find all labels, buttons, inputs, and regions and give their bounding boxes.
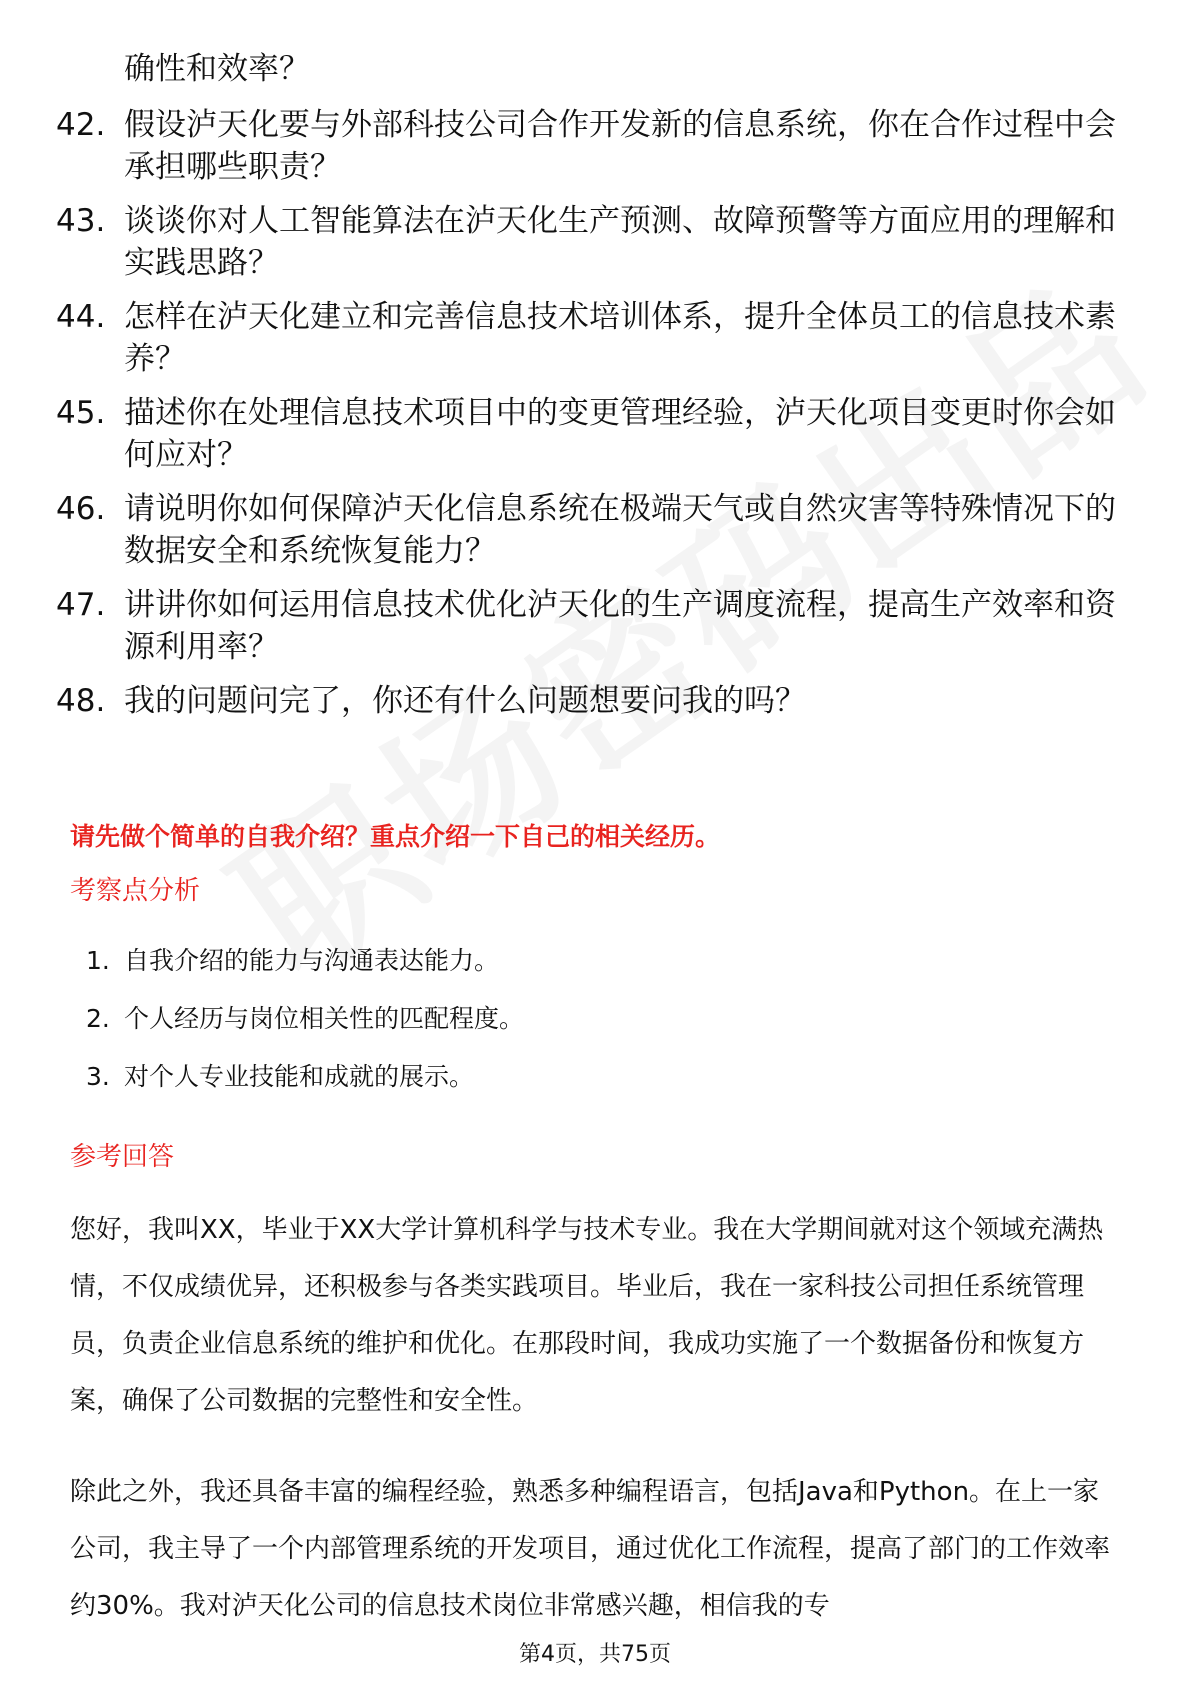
- answer-paragraph: 除此之外，我还具备丰富的编程经验，熟悉多种编程语言，包括Java和Python。在上一家公司，我主导了一个内部管理系统的开发项目，通过优化工作流程，提高了部门的工作效率约30%。我对泸天化公司的信息技术岗位非常感兴趣，相信我的专: [70, 1477, 1111, 1621]
- question-continuation: 确性和效率？: [124, 51, 310, 87]
- question-item-48: [56, 680, 1116, 722]
- analysis-item: [86, 1060, 474, 1094]
- question-item-42: [56, 104, 1116, 188]
- question-item-47: [56, 584, 1116, 668]
- analysis-item-text: 个人经历与岗位相关性的匹配程度。: [124, 1004, 525, 1033]
- analysis-item-text: 对个人专业技能和成就的展示。: [124, 1062, 475, 1091]
- page-footer: 第4页，共75页: [519, 1642, 671, 1667]
- question-title: 请先做个简单的自我介绍？重点介绍一下自己的相关经历。: [70, 822, 721, 851]
- question-item-46: [56, 488, 1116, 572]
- question-number: 46.: [56, 491, 106, 527]
- question-number: 48.: [56, 683, 106, 719]
- question-number: 47.: [56, 587, 106, 623]
- analysis-item: [86, 1002, 524, 1036]
- question-text: 请说明你如何保障泸天化信息系统在极端天气或自然灾害等特殊情况下的数据安全和系统恢复能力？: [124, 491, 1116, 569]
- analysis-item: [86, 944, 499, 978]
- question-number: 42.: [56, 107, 106, 143]
- question-text: 假设泸天化要与外部科技公司合作开发新的信息系统，你在合作过程中会承担哪些职责？: [124, 107, 1116, 185]
- answer-paragraph: 您好，我叫XX，毕业于XX大学计算机科学与技术专业。我在大学期间就对这个领域充满热情，不仅成绩优异，还积极参与各类实践项目。毕业后，我在一家科技公司担任系统管理员，负责企业信息系统的维护和优化。在那段时间，我成功实施了一个数据备份和恢复方案，确保了公司数据的完整性和安全性。: [70, 1215, 1104, 1416]
- question-item-45: [56, 392, 1116, 476]
- analysis-item-number: 2.: [86, 1004, 110, 1033]
- question-number: 45.: [56, 395, 106, 431]
- question-text: 讲讲你如何运用信息技术优化泸天化的生产调度流程，提高生产效率和资源利用率？: [124, 587, 1116, 665]
- answer-heading: 参考回答: [70, 1142, 175, 1172]
- analysis-item-text: 自我介绍的能力与沟通表达能力。: [124, 946, 500, 975]
- question-number: 44.: [56, 299, 106, 335]
- analysis-heading: 考察点分析: [70, 876, 201, 906]
- question-text: 我的问题问完了，你还有什么问题想要问我的吗？: [124, 683, 806, 719]
- question-text: 描述你在处理信息技术项目中的变更管理经验，泸天化项目变更时你会如何应对？: [124, 395, 1116, 473]
- question-number: 43.: [56, 203, 106, 239]
- question-text: 怎样在泸天化建立和完善信息技术培训体系，提升全体员工的信息技术素养？: [124, 299, 1116, 377]
- analysis-item-number: 3.: [86, 1062, 110, 1091]
- question-text: 谈谈你对人工智能算法在泸天化生产预测、故障预警等方面应用的理解和实践思路？: [124, 203, 1116, 281]
- analysis-item-number: 1.: [86, 946, 110, 975]
- question-item-43: [56, 200, 1116, 284]
- question-item-44: [56, 296, 1116, 380]
